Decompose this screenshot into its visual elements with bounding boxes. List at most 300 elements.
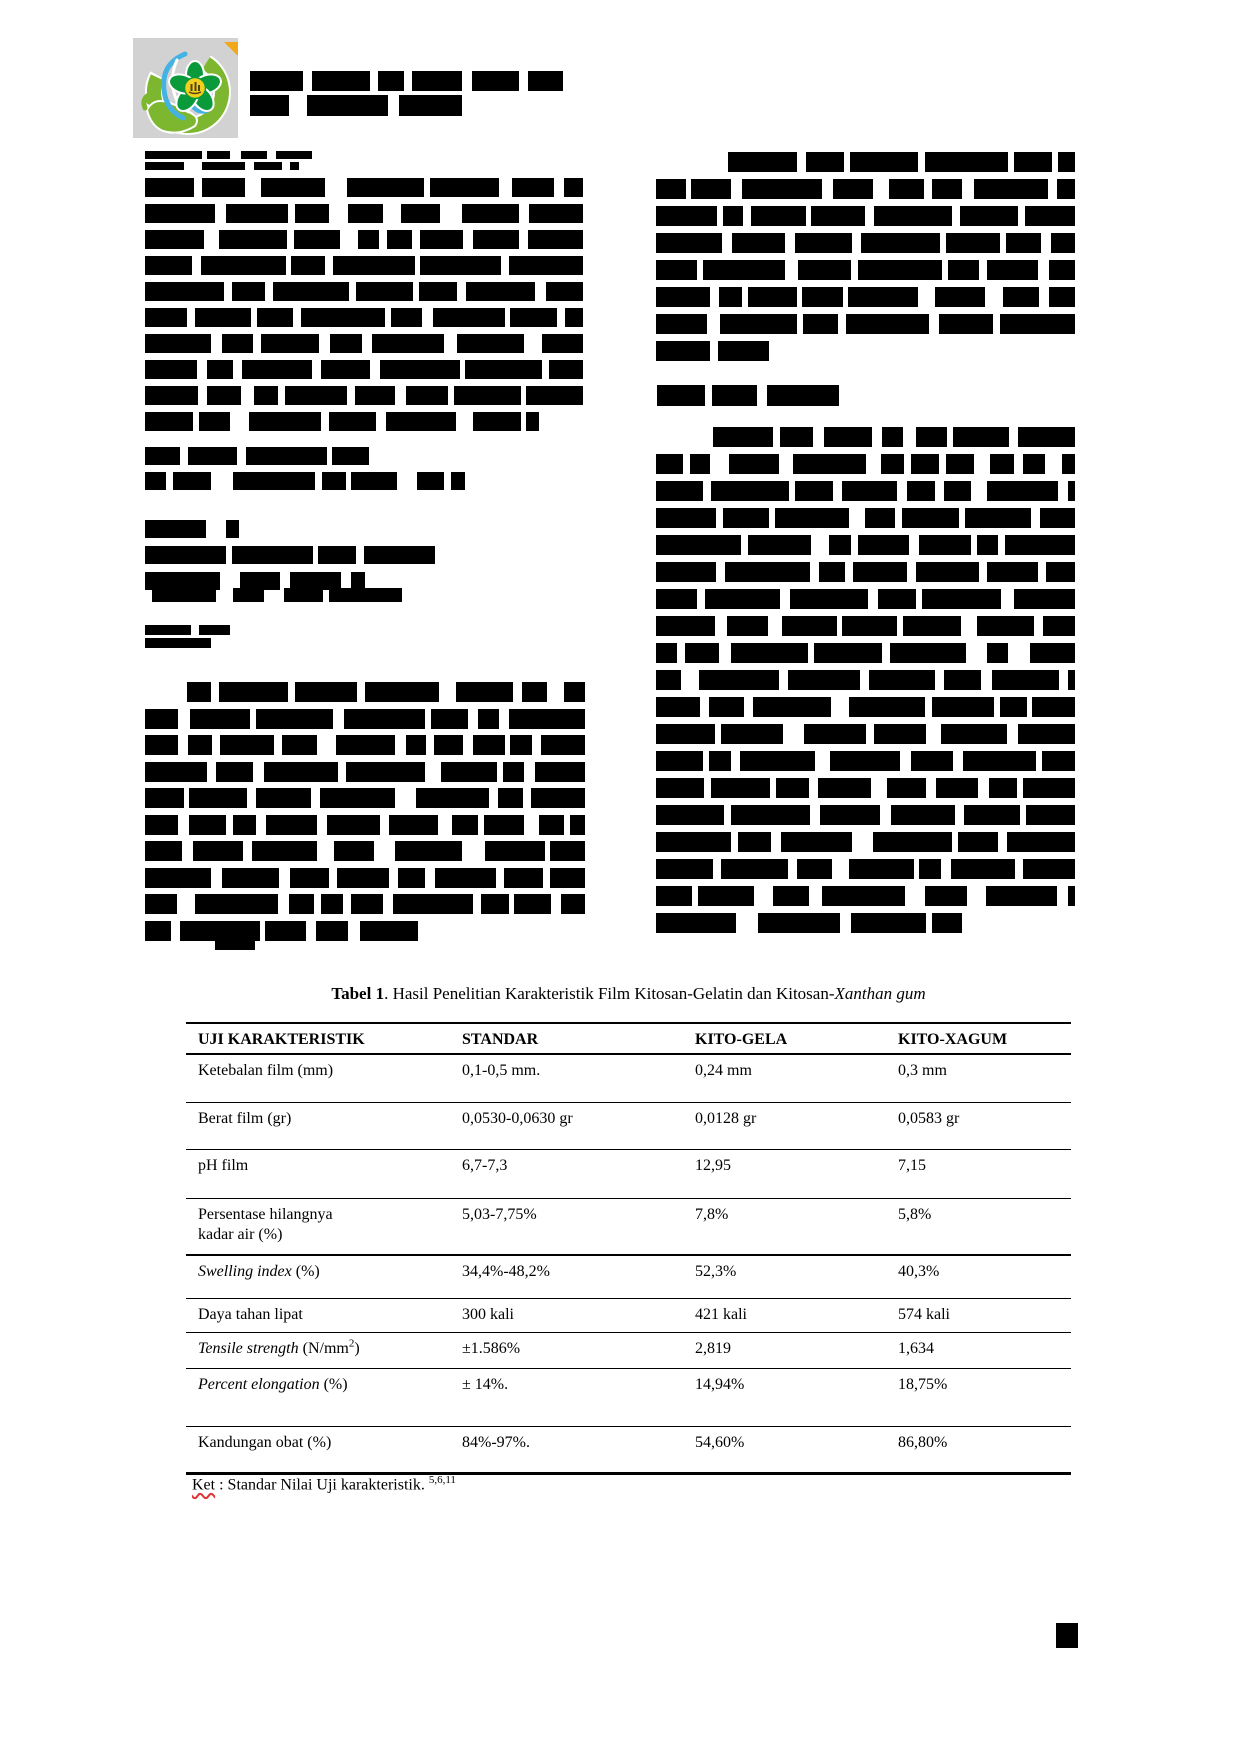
redacted-text-line	[549, 360, 583, 379]
redacted-text-line	[781, 832, 852, 852]
table-cell: 86,80%	[898, 1434, 948, 1451]
redacted-text-line	[256, 788, 311, 808]
redacted-text-line	[454, 386, 521, 405]
redacted-text-line	[254, 386, 277, 405]
redacted-text-line	[977, 616, 1035, 636]
redacted-text-line	[145, 162, 184, 170]
redacted-text-line	[798, 260, 851, 280]
redacted-text-line	[145, 360, 197, 379]
redacted-text-line	[356, 282, 413, 301]
table-row-label: Daya tahan lipat	[198, 1306, 303, 1323]
redacted-text-line	[145, 788, 184, 808]
redacted-text-line	[790, 589, 869, 609]
redacted-text-line	[433, 308, 505, 327]
redacted-text-line	[748, 535, 811, 555]
redacted-text-line	[222, 868, 280, 888]
redacted-text-line	[430, 178, 499, 197]
redacted-text-line	[1023, 454, 1045, 474]
redacted-text-line	[456, 682, 513, 702]
redacted-text-line	[145, 412, 193, 431]
redacted-text-line	[386, 412, 456, 431]
redacted-text-line	[1058, 152, 1075, 172]
redacted-text-line	[219, 230, 287, 249]
redacted-text-line	[767, 385, 839, 406]
redacted-text-line	[334, 841, 374, 861]
redacted-text-line	[865, 508, 894, 528]
redacted-text-line	[656, 341, 710, 361]
redacted-text-line	[561, 894, 585, 914]
redacted-text-line	[145, 625, 191, 635]
redacted-text-line	[992, 670, 1059, 690]
table-cell: 1,634	[898, 1340, 934, 1357]
redacted-text-line	[656, 913, 736, 933]
redacted-text-line	[1043, 616, 1075, 636]
redacted-text-line	[265, 921, 306, 941]
redacted-text-line	[1026, 805, 1075, 825]
redacted-text-line	[911, 751, 953, 771]
redacted-text-line	[729, 454, 779, 474]
redacted-text-line	[395, 841, 462, 861]
redacted-text-line	[728, 152, 797, 172]
redacted-text-line	[509, 709, 585, 729]
redacted-text-line	[452, 815, 478, 835]
table-cell: 2,819	[695, 1340, 731, 1357]
redacted-text-line	[891, 805, 955, 825]
table-header-row	[186, 1024, 1071, 1053]
redacted-text-line	[1046, 562, 1075, 582]
table-cell: 12,95	[695, 1157, 731, 1174]
page-number-box	[1056, 1623, 1078, 1648]
redacted-text-line	[503, 762, 525, 782]
redacted-text-line	[333, 256, 415, 275]
redacted-text-line	[731, 643, 808, 663]
redacted-text-line	[986, 886, 1057, 906]
redacted-text-line	[145, 151, 202, 159]
table-row	[186, 1053, 1071, 1102]
redacted-text-line	[1025, 206, 1075, 226]
table-cell: ±1.586%	[462, 1340, 521, 1357]
text-fragment	[215, 938, 255, 950]
redacted-text-line	[187, 682, 211, 702]
redacted-text-line	[719, 287, 742, 307]
redacted-text-line	[738, 832, 771, 852]
redacted-text-line	[347, 178, 424, 197]
redacted-text-line	[890, 643, 966, 663]
redacted-text-line	[485, 841, 545, 861]
redacted-text-line	[987, 643, 1007, 663]
table-cell: 40,3%	[898, 1263, 940, 1280]
redacted-text-line	[193, 841, 244, 861]
redacted-text-line	[332, 447, 369, 465]
redacted-text-line	[1006, 233, 1041, 253]
redacted-text-line	[656, 287, 710, 307]
redacted-text-line	[322, 472, 345, 490]
redacted-text-line	[780, 427, 813, 447]
redacted-text-line	[958, 832, 998, 852]
redacted-text-line	[1014, 152, 1052, 172]
redacted-text-line	[207, 151, 230, 159]
redacted-text-line	[656, 481, 703, 501]
redacted-text-line	[939, 314, 994, 334]
redacted-text-line	[145, 638, 211, 648]
redacted-text-line	[818, 778, 871, 798]
redacted-text-line	[858, 260, 942, 280]
redacted-text-line	[145, 178, 194, 197]
redacted-text-line	[795, 481, 833, 501]
redacted-text-line	[457, 334, 523, 353]
redacted-text-line	[721, 724, 782, 744]
redacted-text-line	[199, 625, 230, 635]
redacted-text-line	[932, 697, 994, 717]
redacted-text-line	[466, 282, 534, 301]
redacted-text-line	[656, 535, 741, 555]
table-row	[186, 1368, 1071, 1426]
redacted-text-line	[564, 682, 585, 702]
redacted-text-line	[484, 815, 524, 835]
redacted-text-line	[656, 233, 722, 253]
redacted-text-line	[925, 152, 1007, 172]
table-cell: 7,8%	[695, 1206, 729, 1223]
redacted-text-line	[276, 151, 312, 159]
table-cell: 54,60%	[695, 1434, 745, 1451]
table-cell: 6,7-7,3	[462, 1157, 508, 1174]
redacted-text-line	[656, 643, 677, 663]
redacted-text-line	[803, 314, 838, 334]
redacted-text-line	[657, 385, 705, 406]
redacted-text-line	[481, 894, 509, 914]
redacted-text-line	[233, 815, 257, 835]
redacted-text-line	[145, 735, 178, 755]
redacted-text-line	[878, 589, 916, 609]
redacted-text-line	[656, 260, 697, 280]
redacted-text-line	[327, 815, 381, 835]
redacted-text-line	[902, 508, 959, 528]
redacted-text-line	[946, 454, 974, 474]
table-cell: 0,0530-0,0630 gr	[462, 1110, 573, 1127]
redacted-text-line	[290, 868, 329, 888]
redacted-text-line	[417, 472, 444, 490]
redacted-text-line	[528, 230, 583, 249]
redacted-text-line	[145, 256, 192, 275]
redacted-text-line	[987, 562, 1039, 582]
redacted-text-line	[948, 260, 979, 280]
redacted-text-line	[207, 360, 233, 379]
redacted-text-line	[849, 859, 914, 879]
table-header-cell: KITO-XAGUM	[898, 1031, 1008, 1048]
redacted-text-line	[478, 709, 498, 729]
table-row	[186, 1298, 1071, 1332]
redacted-text-line	[145, 921, 171, 941]
redacted-text-line	[919, 859, 941, 879]
redacted-text-line	[1000, 314, 1075, 334]
redacted-text-line	[723, 206, 743, 226]
redacted-text-line	[435, 868, 497, 888]
redacted-text-line	[753, 697, 831, 717]
redacted-text-line	[273, 282, 349, 301]
redacted-text-line	[412, 71, 461, 91]
redacted-text-line	[1051, 233, 1075, 253]
table-cell: 421 kali	[695, 1306, 747, 1323]
redacted-text-line	[795, 233, 852, 253]
redacted-text-line	[849, 697, 925, 717]
redacted-text-line	[848, 287, 918, 307]
redacted-text-line	[1040, 508, 1075, 528]
redacted-text-line	[718, 341, 769, 361]
redacted-text-line	[431, 709, 468, 729]
redacted-text-line	[473, 230, 519, 249]
redacted-text-line	[473, 412, 521, 431]
redacted-text-line	[294, 230, 340, 249]
table-row-label: Swelling index (%)	[198, 1263, 320, 1280]
redacted-text-line	[351, 472, 397, 490]
redacted-text-line	[853, 562, 907, 582]
redacted-text-line	[989, 778, 1017, 798]
redacted-text-line	[145, 894, 177, 914]
redacted-text-line	[219, 682, 288, 702]
redacted-text-line	[509, 256, 583, 275]
table-row-label: Percent elongation (%)	[198, 1376, 348, 1393]
redacted-text-line	[698, 886, 754, 906]
table-row	[186, 1254, 1071, 1298]
redacted-text-line	[656, 508, 716, 528]
redacted-text-line	[254, 162, 282, 170]
redacted-text-line	[145, 334, 211, 353]
redacted-text-line	[869, 670, 934, 690]
redacted-text-line	[1068, 481, 1075, 501]
redacted-text-line	[742, 179, 822, 199]
redacted-text-line	[1049, 260, 1075, 280]
characteristics-table	[186, 1022, 1071, 1475]
redacted-text-line	[846, 314, 929, 334]
redacted-text-line	[195, 894, 278, 914]
redacted-text-line	[903, 616, 961, 636]
redacted-text-line	[145, 308, 187, 327]
redacted-text-line	[145, 447, 180, 465]
redacted-text-line	[711, 481, 789, 501]
redacted-text-line	[720, 314, 797, 334]
redacted-text-line	[725, 562, 810, 582]
redacted-text-line	[473, 735, 505, 755]
redacted-text-line	[709, 697, 744, 717]
redacted-text-line	[874, 206, 952, 226]
redacted-text-line	[882, 427, 903, 447]
redacted-text-line	[727, 616, 768, 636]
redacted-text-line	[145, 762, 207, 782]
table-header-cell: UJI KARAKTERISTIK	[198, 1031, 365, 1048]
redacted-text-line	[944, 481, 971, 501]
redacted-text-line	[873, 832, 953, 852]
redacted-text-line	[858, 535, 910, 555]
redacted-text-line	[656, 832, 731, 852]
redacted-text-line	[451, 472, 465, 490]
redacted-text-line	[751, 206, 806, 226]
redacted-text-line	[202, 162, 246, 170]
redacted-text-line	[1000, 697, 1026, 717]
redacted-text-line	[797, 859, 832, 879]
redacted-text-line	[731, 805, 811, 825]
redacted-text-line	[1007, 832, 1075, 852]
table-cell: ± 14%.	[462, 1376, 509, 1393]
redacted-text-line	[266, 815, 317, 835]
redacted-text-line	[564, 178, 583, 197]
redacted-text-line	[498, 788, 523, 808]
redacted-text-line	[145, 204, 215, 223]
redacted-text-line	[775, 508, 849, 528]
redacted-text-line	[337, 868, 389, 888]
table-row-label: Ketebalan film (mm)	[198, 1062, 334, 1079]
table-cell: 0,0583 gr	[898, 1110, 960, 1127]
redacted-text-line	[330, 334, 362, 353]
redacted-text-line	[690, 454, 710, 474]
redacted-text-line	[842, 481, 896, 501]
redacted-text-line	[1057, 179, 1075, 199]
redacted-text-line	[145, 709, 178, 729]
redacted-text-line	[656, 859, 713, 879]
table-cell: 5,8%	[898, 1206, 932, 1223]
redacted-text-line	[977, 535, 998, 555]
redacted-text-line	[732, 233, 786, 253]
redacted-text-line	[226, 204, 288, 223]
redacted-text-line	[1042, 751, 1075, 771]
redacted-text-line	[264, 762, 338, 782]
redacted-text-line	[932, 179, 961, 199]
redacted-text-line	[953, 427, 1009, 447]
redacted-text-line	[526, 386, 583, 405]
redacted-text-line	[472, 71, 519, 91]
redacted-text-line	[378, 71, 403, 91]
redacted-text-line	[145, 472, 166, 490]
redacted-text-line	[829, 535, 852, 555]
redacted-text-line	[656, 778, 704, 798]
redacted-text-line	[364, 546, 435, 564]
redacted-text-line	[195, 308, 251, 327]
redacted-text-line	[504, 868, 543, 888]
redacted-text-line	[261, 334, 320, 353]
redacted-text-line	[199, 412, 230, 431]
table-cell: 7,15	[898, 1157, 926, 1174]
redacted-text-line	[510, 308, 557, 327]
redacted-text-line	[289, 894, 315, 914]
redacted-text-line	[380, 360, 460, 379]
redacted-text-line	[685, 643, 718, 663]
redacted-text-line	[1049, 287, 1075, 307]
redacted-text-line	[406, 735, 426, 755]
redacted-text-line	[788, 670, 859, 690]
redacted-text-line	[703, 260, 785, 280]
redacted-text-line	[355, 386, 395, 405]
table-row	[186, 1198, 1071, 1254]
redacted-text-line	[387, 230, 412, 249]
redacted-text-line	[656, 179, 686, 199]
redacted-text-line	[145, 868, 211, 888]
redacted-text-line	[372, 334, 444, 353]
redacted-text-line	[348, 204, 383, 223]
redacted-text-line	[965, 508, 1031, 528]
redacted-text-line	[462, 204, 519, 223]
redacted-text-line	[301, 308, 386, 327]
redacted-text-line	[282, 735, 317, 755]
redacted-text-line	[960, 206, 1018, 226]
redacted-text-line	[188, 447, 237, 465]
table-header-cell: STANDAR	[462, 1031, 539, 1048]
redacted-text-line	[152, 588, 216, 602]
table-row-label: Tensile strength $(N/mm^2)$	[198, 1337, 360, 1357]
redacted-text-line	[232, 282, 264, 301]
redacted-text-line	[911, 454, 939, 474]
table-cell: 0,24 mm	[695, 1062, 752, 1079]
redacted-text-line	[201, 256, 286, 275]
redacted-text-line	[802, 287, 842, 307]
redacted-text-line	[365, 682, 438, 702]
redacted-text-line	[250, 95, 289, 116]
redacted-text-line	[793, 454, 866, 474]
redacted-text-line	[358, 230, 379, 249]
redacted-text-line	[656, 697, 700, 717]
redacted-text-line	[465, 360, 542, 379]
redacted-text-line	[399, 95, 462, 116]
redacted-text-line	[261, 178, 325, 197]
redacted-text-line	[987, 260, 1038, 280]
redacted-text-line	[344, 709, 425, 729]
redacted-text-line	[389, 815, 438, 835]
redacted-text-line	[833, 179, 873, 199]
redacted-text-line	[510, 735, 532, 755]
table-row-label: Berat film (gr)	[198, 1110, 292, 1127]
table-cell: 574 kali	[898, 1306, 950, 1323]
redacted-text-line	[656, 751, 703, 771]
table-cell: 0,0128 gr	[695, 1110, 757, 1127]
redacted-text-line	[222, 334, 253, 353]
redacted-text-line	[721, 859, 788, 879]
redacted-text-line	[824, 427, 873, 447]
redacted-text-line	[907, 481, 935, 501]
table-cell: 0,1-0,5 mm.	[462, 1062, 541, 1079]
redacted-text-line	[336, 735, 395, 755]
redacted-text-line	[145, 230, 204, 249]
redacted-text-line	[145, 520, 206, 538]
redacted-text-line	[916, 427, 948, 447]
redacted-text-line	[932, 913, 962, 933]
redacted-text-line	[546, 282, 583, 301]
redacted-text-line	[713, 427, 773, 447]
redacted-text-line	[941, 724, 1008, 744]
redacted-text-line	[822, 886, 905, 906]
redacted-text-line	[321, 894, 343, 914]
redacted-text-line	[1018, 724, 1075, 744]
redacted-text-line	[820, 805, 880, 825]
redacted-text-line	[312, 71, 370, 91]
redacted-text-line	[656, 616, 715, 636]
redacted-text-line	[758, 913, 841, 933]
redacted-text-line	[1062, 454, 1075, 474]
redacted-text-line	[250, 71, 303, 91]
redacted-text-line	[925, 886, 967, 906]
table-cell: 14,94%	[695, 1376, 745, 1393]
redacted-text-line	[550, 868, 585, 888]
redacted-text-line	[351, 894, 383, 914]
redacted-text-line	[656, 454, 683, 474]
redacted-text-line	[145, 815, 178, 835]
redacted-text-line	[990, 454, 1013, 474]
table-note-text: : Standar Nilai Uji karakteristik.	[215, 1476, 429, 1494]
table-cell: 84%-97%.	[462, 1434, 530, 1451]
table-cell: 18,75%	[898, 1376, 948, 1393]
redacted-text-line	[830, 751, 901, 771]
redacted-text-line	[987, 481, 1058, 501]
redacted-text-line	[531, 788, 585, 808]
table-header-cell: KITO-GELA	[695, 1031, 788, 1048]
redacted-text-line	[806, 152, 845, 172]
